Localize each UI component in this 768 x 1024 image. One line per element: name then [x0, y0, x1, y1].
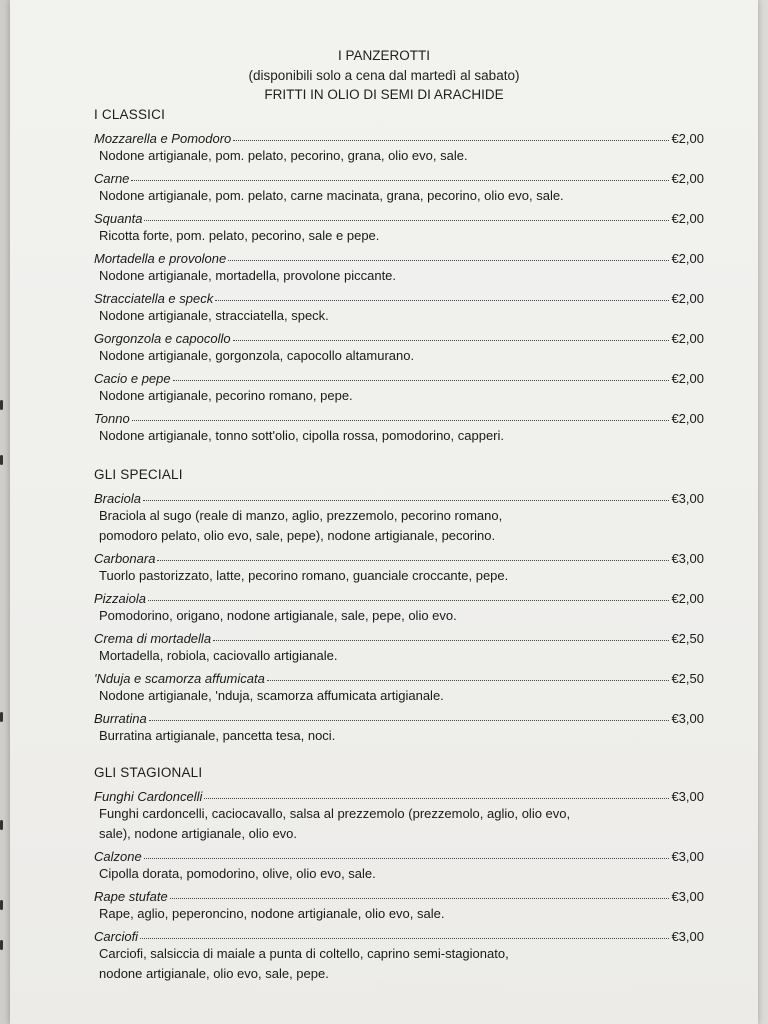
dotted-leader — [131, 179, 669, 181]
item-description: Cipolla dorata, pomodorino, olive, olio evo, sale. — [99, 866, 376, 881]
item-description: Nodone artigianale, tonno sott'olio, cipolla rossa, pomodorino, capperi. — [99, 428, 505, 443]
item-name: Braciola — [94, 491, 141, 506]
dotted-leader — [144, 219, 669, 221]
item-price: €2,00 — [671, 131, 704, 146]
item-description: Mortadella, robiola, caciovallo artigianale. — [99, 648, 338, 663]
item-price: €3,00 — [671, 929, 704, 944]
item-name: 'Nduja e scamorza affumicata — [94, 671, 265, 686]
item-name: Stracciatella e speck — [94, 291, 214, 306]
dotted-leader — [140, 937, 669, 939]
item-price: €2,00 — [671, 291, 704, 306]
item-name: Tonno — [94, 411, 130, 426]
item-description: Tuorlo pastorizzato, latte, pecorino romano, guanciale croccante, pepe. — [99, 568, 509, 583]
item-price: €2,00 — [671, 211, 704, 226]
menu-item — [94, 126, 704, 146]
item-description: nodone artigianale, olio evo, sale, pepe. — [99, 966, 329, 981]
section-title: GLI SPECIALI — [94, 467, 183, 482]
page-edge-mark — [0, 712, 3, 722]
menu-item — [94, 586, 704, 606]
menu-item — [94, 366, 704, 386]
item-description: Nodone artigianale, stracciatella, speck. — [99, 308, 329, 323]
item-price: €2,50 — [671, 671, 704, 686]
item-price: €3,00 — [671, 491, 704, 506]
menu-item — [94, 784, 704, 804]
item-description: Carciofi, salsiccia di maiale a punta di coltello, caprino semi-stagionato, — [99, 946, 509, 961]
item-name: Squanta — [94, 211, 143, 226]
dotted-leader — [173, 379, 670, 381]
menu-frying-note: FRITTI IN OLIO DI SEMI DI ARACHIDE — [264, 87, 504, 102]
dotted-leader — [157, 559, 669, 561]
menu-item — [94, 326, 704, 346]
menu-item — [94, 486, 704, 506]
item-name: Mozzarella e Pomodoro — [94, 131, 232, 146]
item-price: €2,00 — [671, 411, 704, 426]
menu-header — [10, 46, 758, 105]
item-description: Funghi cardoncelli, caciocavallo, salsa al prezzemolo (prezzemolo, aglio, olio evo, — [99, 806, 571, 821]
menu-item — [94, 706, 704, 726]
dotted-leader — [215, 299, 669, 301]
page-edge-mark — [0, 940, 3, 950]
item-price: €2,00 — [671, 171, 704, 186]
menu-item — [94, 286, 704, 306]
item-name: Burratina — [94, 711, 147, 726]
section-stagionali — [94, 764, 704, 984]
page-edge-mark — [0, 400, 3, 410]
menu-item — [94, 246, 704, 266]
menu-item — [94, 406, 704, 426]
menu-item — [94, 626, 704, 646]
item-description: Nodone artigianale, pecorino romano, pepe. — [99, 388, 353, 403]
item-description: Ricotta forte, pom. pelato, pecorino, sale e pepe. — [99, 228, 380, 243]
item-name: Pizzaiola — [94, 591, 147, 606]
dotted-leader — [132, 419, 670, 421]
item-price: €2,00 — [671, 591, 704, 606]
item-price: €3,00 — [671, 711, 704, 726]
dotted-leader — [228, 259, 669, 261]
item-name: Mortadella e provolone — [94, 251, 227, 266]
item-name: Gorgonzola e capocollo — [94, 331, 231, 346]
item-name: Carciofi — [94, 929, 139, 944]
dotted-leader — [204, 797, 669, 799]
item-name: Cacio e pepe — [94, 371, 171, 386]
dotted-leader — [233, 139, 669, 141]
item-price: €2,00 — [671, 251, 704, 266]
dotted-leader — [170, 897, 670, 899]
dotted-leader — [233, 339, 670, 341]
menu-item — [94, 206, 704, 226]
page-edge-mark — [0, 820, 3, 830]
dotted-leader — [149, 719, 670, 721]
menu-item — [94, 666, 704, 686]
dotted-leader — [143, 499, 669, 501]
item-price: €2,50 — [671, 631, 704, 646]
menu-item — [94, 884, 704, 904]
item-name: Calzone — [94, 849, 142, 864]
item-description: Nodone artigianale, mortadella, provolone piccante. — [99, 268, 397, 283]
dotted-leader — [267, 679, 670, 681]
item-description: Pomodorino, origano, nodone artigianale, sale, pepe, olio evo. — [99, 608, 457, 623]
item-description: Nodone artigianale, 'nduja, scamorza affumicata artigianale. — [99, 688, 444, 703]
section-title: I CLASSICI — [94, 107, 166, 122]
section-title: GLI STAGIONALI — [94, 765, 203, 780]
item-price: €3,00 — [671, 789, 704, 804]
menu-item — [94, 546, 704, 566]
item-name: Rape stufate — [94, 889, 168, 904]
item-name: Crema di mortadella — [94, 631, 212, 646]
menu-item — [94, 166, 704, 186]
page-edge-mark — [0, 900, 3, 910]
item-description: sale), nodone artigianale, olio evo. — [99, 826, 298, 841]
item-price: €2,00 — [671, 331, 704, 346]
dotted-leader — [144, 857, 670, 859]
item-name: Funghi Cardoncelli — [94, 789, 203, 804]
item-description: Rape, aglio, peperoncino, nodone artigianale, olio evo, sale. — [99, 906, 445, 921]
dotted-leader — [148, 599, 669, 601]
item-name: Carne — [94, 171, 130, 186]
menu-page — [10, 0, 758, 1024]
page-edge-mark — [0, 455, 3, 465]
item-price: €3,00 — [671, 889, 704, 904]
section-speciali — [94, 466, 704, 746]
item-description: pomodoro pelato, olio evo, sale, pepe), nodone artigianale, pecorino. — [99, 528, 496, 543]
dotted-leader — [213, 639, 669, 641]
item-description: Braciola al sugo (reale di manzo, aglio, prezzemolo, pecorino romano, — [99, 508, 503, 523]
item-price: €2,00 — [671, 371, 704, 386]
menu-title: I PANZEROTTI — [337, 48, 430, 63]
item-name: Carbonara — [94, 551, 156, 566]
menu-subtitle: (disponibili solo a cena dal martedì al sabato) — [248, 67, 520, 83]
item-description: Nodone artigianale, pom. pelato, pecorino, grana, olio evo, sale. — [99, 148, 468, 163]
menu-item — [94, 924, 704, 944]
item-description: Nodone artigianale, pom. pelato, carne macinata, grana, pecorino, olio evo, sale. — [99, 188, 564, 203]
item-description: Burratina artigianale, pancetta tesa, noci. — [99, 728, 336, 743]
menu-item — [94, 844, 704, 864]
item-price: €3,00 — [671, 849, 704, 864]
item-description: Nodone artigianale, gorgonzola, capocollo altamurano. — [99, 348, 415, 363]
item-price: €3,00 — [671, 551, 704, 566]
section-classici — [94, 106, 704, 446]
